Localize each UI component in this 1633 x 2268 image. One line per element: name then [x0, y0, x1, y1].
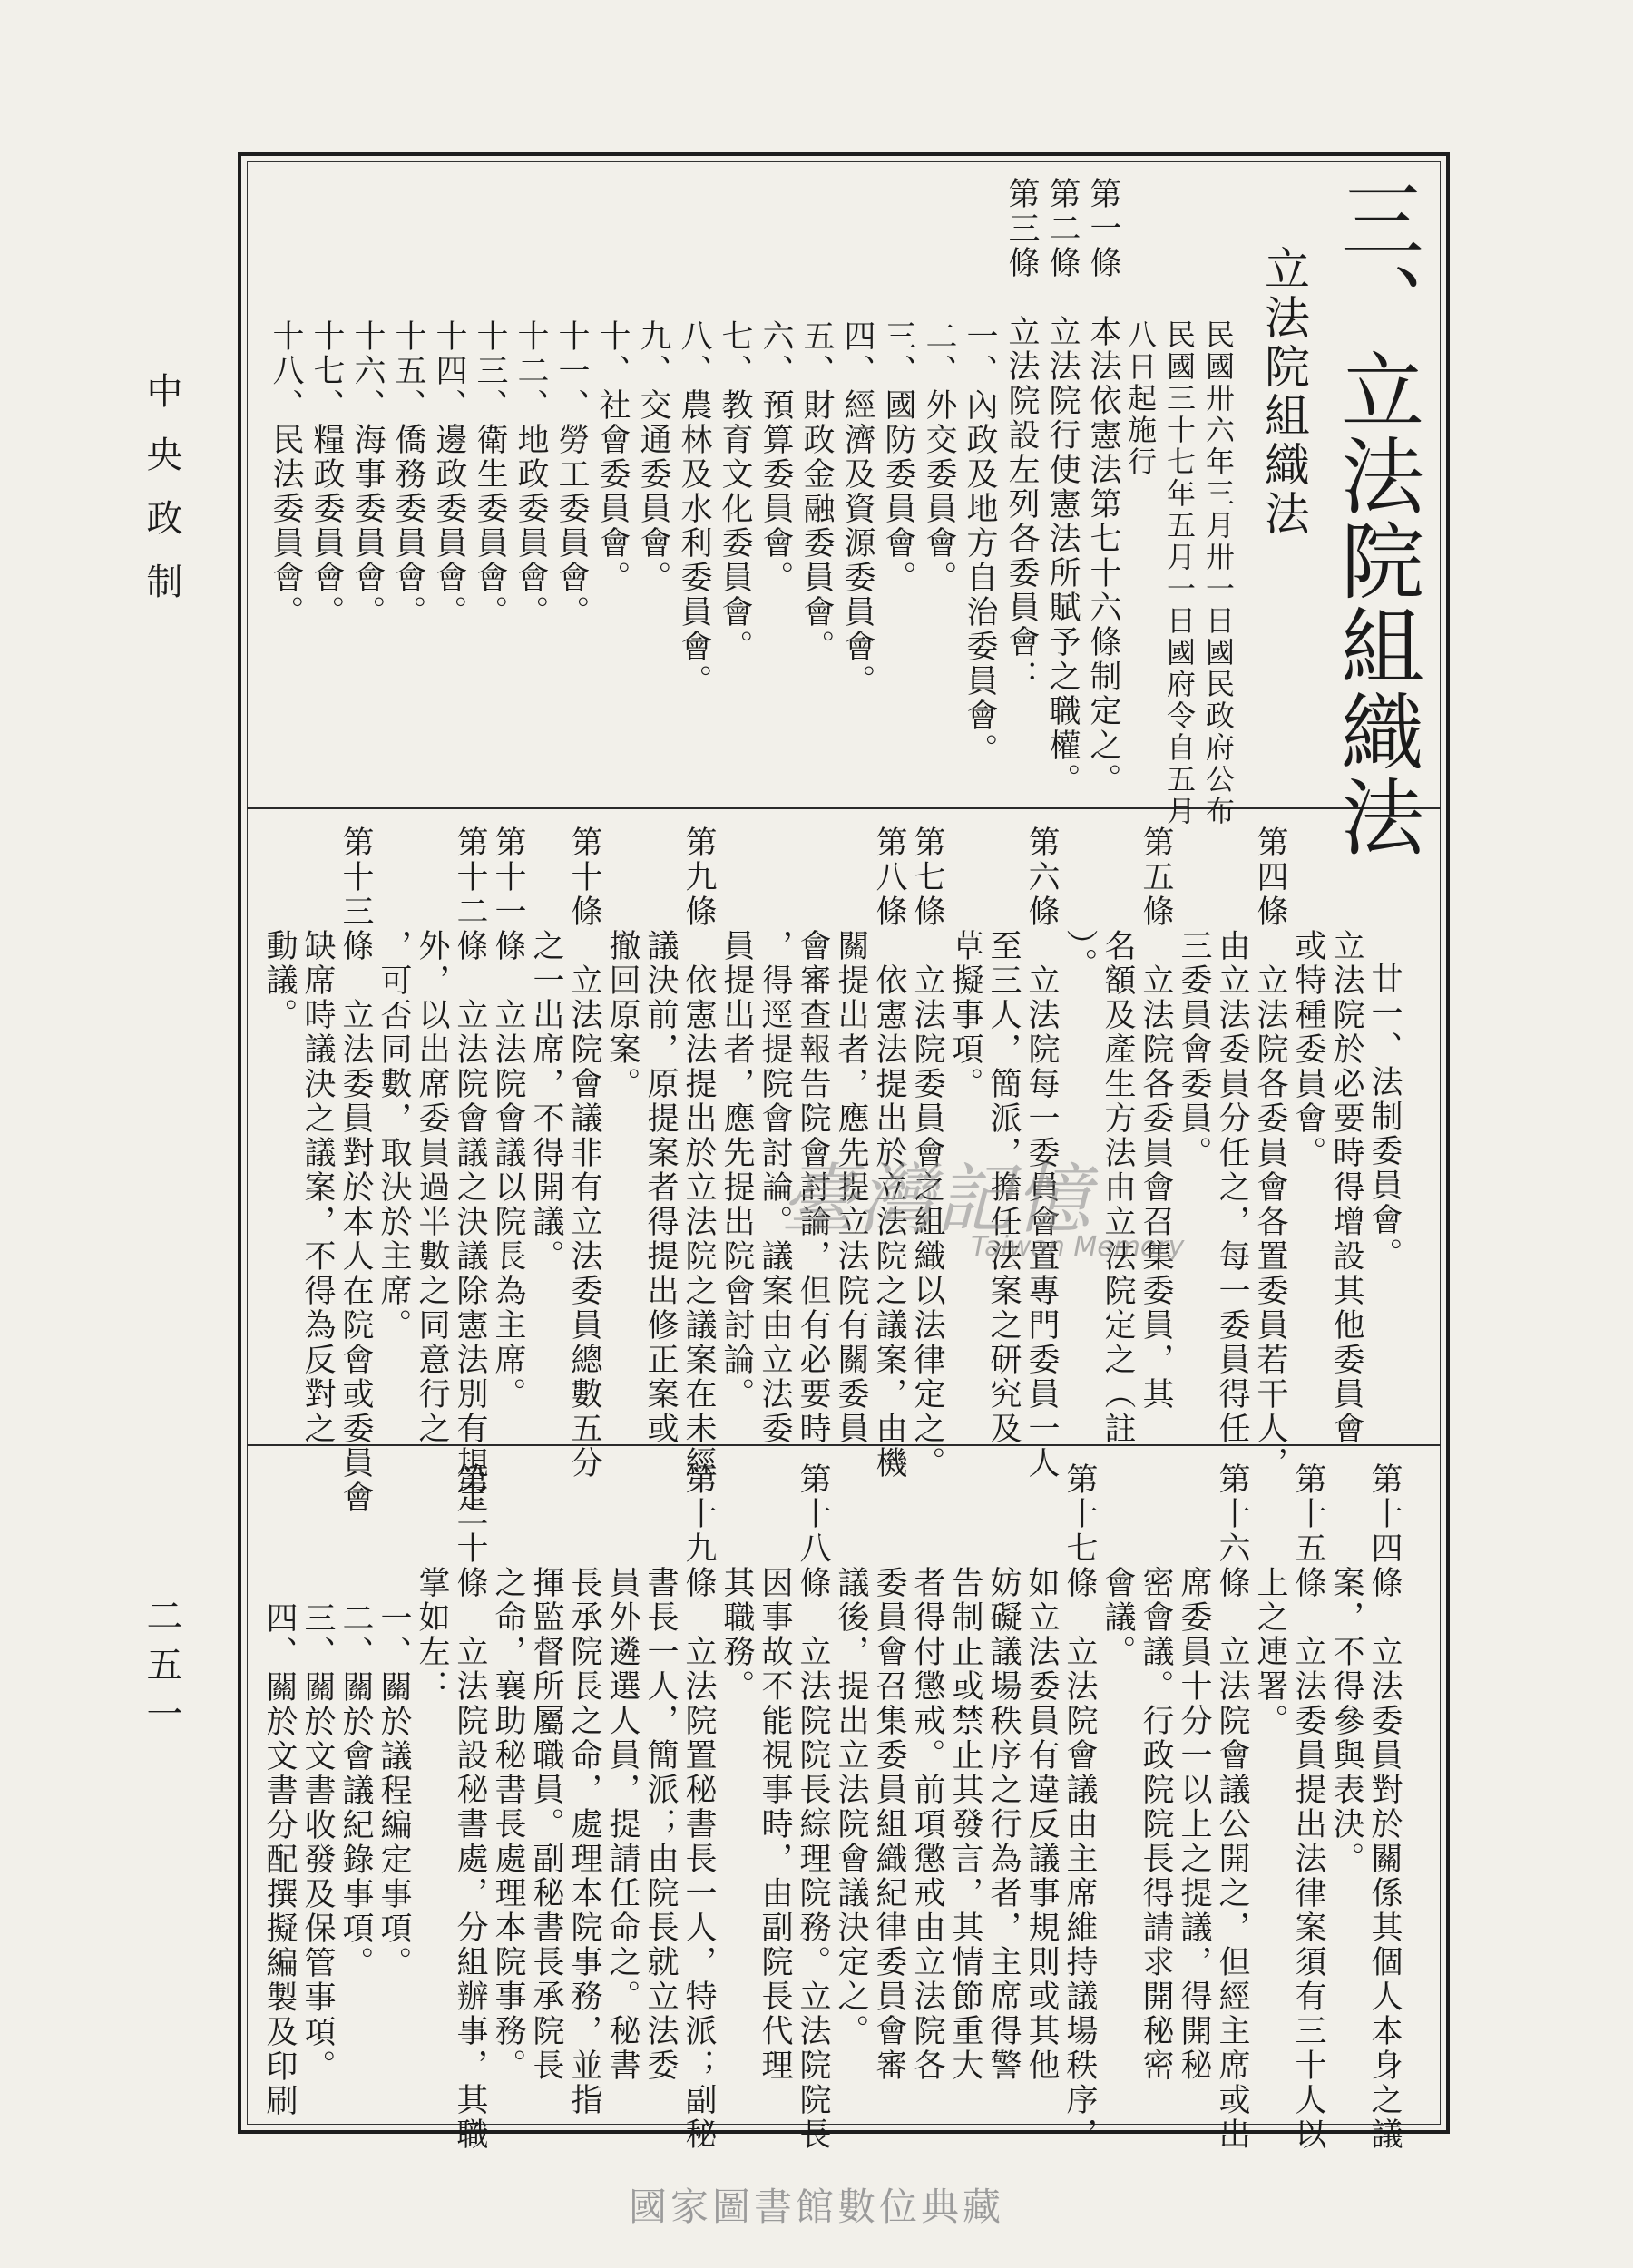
article-line: 缺席時議決之議案，不得為反對之 [299, 826, 336, 1446]
article-line: 或特種委員會。 [1290, 826, 1326, 1170]
article-line: 第十三條 立法委員對於本人在院會或委員會 [337, 826, 374, 1515]
list-item: 一、內政及地方自治委員會。 [962, 319, 998, 767]
promulgation-line: 八日起施行 [1123, 319, 1158, 478]
article-line: 如立法委員有違反議事規則或其他 [1023, 1462, 1060, 2083]
article-line: 會議。 [1100, 1462, 1136, 1669]
article-line: 上之連署。 [1252, 1462, 1288, 1738]
article-line: 第十四條 立法委員對於關係其個人本身之議 [1366, 1462, 1403, 2152]
article-line: 揮監督所屬職員。副秘書長承院長 [528, 1462, 564, 2083]
list-item: 九、交通委員會。 [635, 319, 671, 595]
article-line: 草擬事項。 [947, 826, 983, 1101]
watermark-subtitle: Taiwan Memory [971, 1231, 1185, 1263]
list-item: 四、經濟及資源委員會。 [839, 319, 875, 699]
article-line: 其職務。 [719, 1462, 755, 1704]
list-item: 二、外交委員會。 [921, 319, 957, 595]
page-number: 二五一 [141, 1597, 182, 1744]
article-line: 由立法委員分任之，每一委員得任 [1214, 826, 1250, 1446]
article-line: 議後，提出立法院會議決定之。 [833, 1462, 869, 2048]
article-line: 之一出席，不得開議。 [528, 826, 564, 1274]
article-line: 妨礙議場秩序之行為者，主席得警 [985, 1462, 1022, 2083]
article-line: 第十一條 立法院會議以院長為主席。 [490, 826, 526, 1412]
footer-credit: 國家圖書館數位典藏 [628, 2185, 1004, 2229]
article-line: 第十七條 立法院會議由主席維持議場秩序， [1061, 1462, 1098, 2152]
list-item: 六、預算委員會。 [758, 319, 794, 595]
list-item: 五、財政金融委員會。 [798, 319, 835, 664]
list-item: 十一、勞工委員會。 [553, 319, 590, 630]
article-line: 長承院長之命，處理本院事務，並指 [566, 1462, 602, 2117]
article-line: 撤回原案。 [604, 826, 640, 1101]
article-line: 告制止或禁止其發言，其情節重大 [947, 1462, 983, 2083]
article-line: 第五條 立法院各委員會召集委員，其 [1138, 826, 1174, 1412]
list-item: 十七、糧政委員會。 [308, 319, 345, 630]
article-line: 密會議。行政院院長得請求開秘密 [1138, 1462, 1174, 2083]
article-line: ）。 [1061, 826, 1098, 982]
article-line: 書長一人，簡派；由院長就立法委 [642, 1462, 679, 2083]
article-line: 議決前，原提案者得提出修正案或 [642, 826, 679, 1446]
article-line: 第八條 依憲法提出於立法院之議案，由機 [871, 826, 907, 1481]
list-item: 二、關於會議紀錄事項。 [337, 1601, 374, 1980]
list-item: 十五、僑務委員會。 [390, 319, 426, 630]
article-line: 因事故不能視事時，由副院長代理 [757, 1462, 793, 2083]
article-line: 第十九條 立法院置秘書長一人，特派；副秘 [680, 1462, 717, 2152]
article-line: 第二十條 立法院設秘書處，分組辦事，其職 [452, 1462, 488, 2152]
article-line: 立法院於必要時得增設其他委員會 [1328, 826, 1364, 1446]
article-line: 委員會召集委員組織紀律委員會審 [871, 1462, 907, 2083]
list-item: 七、教育文化委員會。 [717, 319, 753, 664]
article-line: 案，不得參與表決。 [1328, 1462, 1364, 1876]
article-line: 關提出者，應先提立法院有關委員 [833, 826, 869, 1446]
article-line: ，得逕提院會討論。議案由立法委 [757, 826, 793, 1446]
article-line: 會審查報告院會討論，但有必要時 [795, 826, 831, 1446]
list-item: 四、關於文書分配撰擬編製及印刷 [261, 1601, 298, 2118]
article-line: 三委員會委員。 [1176, 826, 1212, 1170]
article-line: 第七條 立法院委員會之組織以法律定之。 [909, 826, 945, 1481]
article-line: 者得付懲戒。前項懲戒由立法院各 [909, 1462, 945, 2083]
article-line: 第九條 依憲法提出於立法院之議案在未經 [680, 826, 717, 1481]
list-item: 十八、民法委員會。 [268, 319, 304, 630]
article-line: 動議。 [261, 826, 298, 1032]
article-line: 第十條 立法院會議非有立法委員總數五分 [566, 826, 602, 1481]
watermark-glyphs: 臺灣記憶 [780, 1155, 1093, 1244]
article-line: 第一條 本法依憲法第七十六條制定之。 [1085, 177, 1121, 797]
article-line: 第二條 立法院行使憲法所賦予之職權。 [1044, 177, 1081, 797]
list-item: 八、農林及水利委員會。 [676, 319, 712, 699]
article-line: 第六條 立法院每一委員會置專門委員一人 [1023, 826, 1060, 1481]
article-line: 第十六條 立法院會議公開之，但經主席或出 [1214, 1462, 1250, 2152]
list-item: 十四、邊政委員會。 [431, 319, 467, 630]
article-line: ，可否同數，取決於主席。 [376, 826, 412, 1343]
law-subtitle: 立法院組織法 [1257, 245, 1310, 539]
chapter-title: 三、立法院組織法 [1327, 177, 1424, 859]
article-line: 第四條 立法院各委員會各置委員若干人， [1252, 826, 1288, 1481]
article-line: 名額及產生方法由立法院定之（註 [1100, 826, 1136, 1446]
list-item: 十三、衛生委員會。 [472, 319, 508, 630]
list-item: 十六、海事委員會。 [349, 319, 386, 630]
article-line: 之命，襄助秘書長處理本院事務。 [490, 1462, 526, 2083]
article-line: 掌如左： [414, 1462, 450, 1704]
article-line: 員外遴選人員，提請任命之。秘書 [604, 1462, 640, 2083]
article-line: 員提出者，應先提出院會討論。 [719, 826, 755, 1412]
section-divider-1 [247, 807, 1441, 809]
article-line: 席委員十分一以上之提議，得開秘 [1176, 1462, 1212, 2083]
article-line: 第三條 立法院設左列各委員會： [1003, 177, 1040, 694]
list-item: 廿一、法制委員會。 [1366, 962, 1403, 1272]
watermark-logo [780, 1139, 1261, 1275]
article-line: 第十五條 立法委員提出法律案須有三十人以 [1290, 1462, 1326, 2152]
list-item: 三、國防委員會。 [880, 319, 916, 595]
promulgation-line: 民國卅六年三月卅一日國民政府公布 [1201, 319, 1236, 827]
list-item: 三、關於文書收發及保管事項。 [299, 1601, 336, 2084]
article-line: 第十八條 立法院院長綜理院務。立法院院長 [795, 1462, 831, 2152]
article-line: 至三人，簡派，擔任法案之研究及 [985, 826, 1022, 1446]
list-item: 十二、地政委員會。 [513, 319, 549, 630]
article-line: 外，以出席委員過半數之同意行之 [414, 826, 450, 1446]
promulgation-line: 民國三十七年五月一日國府令自五月 [1162, 319, 1197, 827]
running-head: 中央政制 [141, 372, 182, 626]
list-item: 一、關於議程編定事項。 [376, 1601, 412, 1980]
list-item: 十、社會委員會。 [594, 319, 631, 595]
article-line: 第十二條 立法院會議之決議除憲法別有規定 [452, 826, 488, 1515]
